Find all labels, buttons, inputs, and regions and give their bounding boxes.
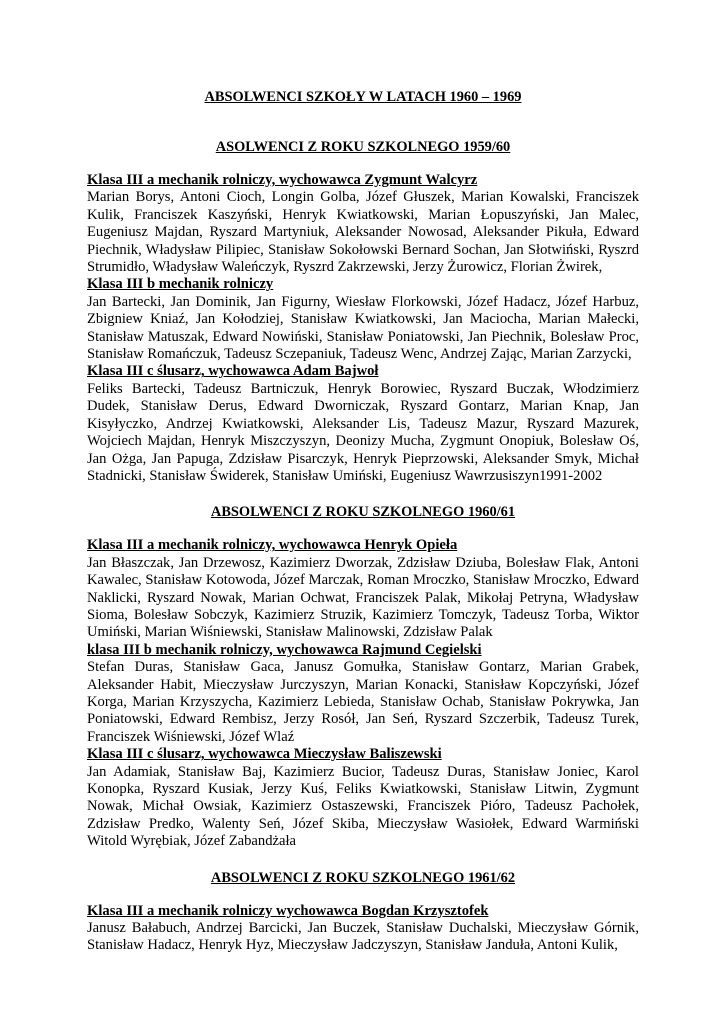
graduate-names: Jan Błaszczak, Jan Drzewosz, Kazimierz Dworzak, Zdzisław Dziuba, Bolesław Flak, Antoni Kawalec, Stanisław Kotowoda, Józef Marczak, Roman Mroczko, Stanisław Mroczko, Edward Naklicki, Ryszard Nowak, Marian Ochwat, Franciszek Palak, Mikołaj Petryna, Władysław Sioma, Bolesław Sobczyk, Kazimierz Struzik, Kazimierz Tomczyk, Tadeusz Torba, Wiktor Umiński, Marian Wiśniewski, Stanisław Malinowski, Zdzisław Palak bbox=[87, 554, 639, 641]
class-header: Klasa III c ślusarz, wychowawca Mieczysław Baliszewski bbox=[87, 746, 442, 763]
class-header: Klasa III b mechanik rolniczy bbox=[87, 276, 274, 293]
graduate-names: Marian Borys, Antoni Cioch, Longin Golba, Józef Głuszek, Marian Kowalski, Franciszek Kulik, Franciszek Kaszyński, Henryk Kwiatkowski, Marian Łopuszyński, Jan Malec, Eugeniusz Majdan, Ryszard Martyniuk, Aleksander Nowosad, Aleksander Pikuła, Edward Piechnik, Władysław Pilipiec, Stanisław Sokołowski Bernard Sochan, Jan Słotwiński, Ryszrd Strumidło, Władysław Waleńczyk, Ryszrd Zakrzewski, Jerzy Żurowicz, Florian Żwirek, bbox=[87, 189, 639, 276]
graduate-names: Feliks Bartecki, Tadeusz Bartniczuk, Henryk Borowiec, Ryszard Buczak, Włodzimierz Dudek, Stanisław Derus, Edward Dworniczak, Ryszard Gontarz, Marian Knap, Jan Kisyłyczko, Andrzej Kwiatkowski, Aleksander Lis, Tadeusz Mazur, Ryszard Mazurek, Wojciech Majdan, Henryk Miszczyszyn, Deonizy Mucha, Zygmunt Onopiuk, Bolesław Oś, Jan Ożga, Jan Papuga, Zdzisław Pisarczyk, Henryk Pieprzowski, Aleksander Smyk, Michał Stadnicki, Stanisław Świderek, Stanisław Umiński, Eugeniusz Wawrzusiszyn1991-2002 bbox=[87, 380, 639, 484]
year-heading: ASOLWENCI Z ROKU SZKOLNEGO 1959/60 bbox=[215, 139, 511, 155]
class-header: Klasa III a mechanik rolniczy, wychowawca Zygmunt Walcyrz bbox=[87, 172, 478, 188]
year-heading: ABSOLWENCI Z ROKU SZKOLNEGO 1960/61 bbox=[210, 504, 516, 521]
year-section-1960-61 bbox=[87, 503, 639, 850]
class-header: Klasa III a mechanik rolniczy, wychowawca Henryk Opieła bbox=[87, 537, 458, 554]
document-content bbox=[87, 88, 639, 973]
class-header: klasa III b mechanik rolniczy, wychowawca Rajmund Cegielski bbox=[87, 641, 482, 658]
year-section-1959-60 bbox=[87, 138, 639, 485]
graduate-names: Jan Adamiak, Stanisław Baj, Kazimierz Bucior, Tadeusz Duras, Stanisław Joniec, Karol Konopka, Ryszard Kusiak, Jerzy Kuś, Feliks Kwiatkowski, Stanisław Litwin, Zygmunt Nowak, Michał Owsiak, Kazimierz Ostaszewski, Franciszek Pióro, Tadeusz Pachołek, Zdzisław Predko, Walenty Seń, Józef Skiba, Mieczysław Wasiołek, Edward Warmiński Witold Wyrębiak, Józef Zabandżała bbox=[87, 763, 639, 850]
year-section-1961-62 bbox=[87, 869, 639, 955]
graduate-names: Janusz Bałabuch, Andrzej Barcicki, Jan Buczek, Stanisław Duchalski, Mieczysław Górnik, Stanisław Hadacz, Henryk Hyz, Mieczysław Jadczyszyn, Stanisław Janduła, Antoni Kulik, bbox=[87, 920, 639, 954]
page-title: ABSOLWENCI SZKOŁY W LATACH 1960 – 1969 bbox=[204, 89, 522, 105]
graduate-names: Jan Bartecki, Jan Dominik, Jan Figurny, Wiesław Florkowski, Józef Hadacz, Józef Harbuz, Zbigniew Kniaź, Jan Kołodziej, Stanisław Kwiatkowski, Jan Maciocha, Marian Małecki, Stanisław Matuszak, Edward Nowiński, Stanisław Poniatowski, Jan Piechnik, Bolesław Proc, Stanisław Romańczuk, Tadeusz Sczepaniuk, Tadeusz Wenc, Andrzej Zając, Marian Zarzycki, bbox=[87, 293, 639, 363]
year-heading: ABSOLWENCI Z ROKU SZKOLNEGO 1961/62 bbox=[210, 869, 516, 886]
class-header: Klasa III a mechanik rolniczy wychowawca Bogdan Krzysztofek bbox=[87, 902, 489, 919]
class-header: Klasa III c ślusarz, wychowawca Adam Bajwoł bbox=[87, 363, 379, 380]
graduate-names: Stefan Duras, Stanisław Gaca, Janusz Gomułka, Stanisław Gontarz, Marian Grabek, Aleksander Habit, Mieczysław Jurczyszyn, Marian Konacki, Stanisław Kopczyński, Józef Korga, Marian Krzyszycha, Kazimierz Lebieda, Stanisław Ochab, Stanisław Pokrywka, Jan Poniatowski, Edward Rembisz, Jerzy Rosół, Jan Seń, Ryszard Szczerbik, Tadeusz Turek, Franciszek Wiśniewski, Józef Wlaź bbox=[87, 659, 639, 745]
